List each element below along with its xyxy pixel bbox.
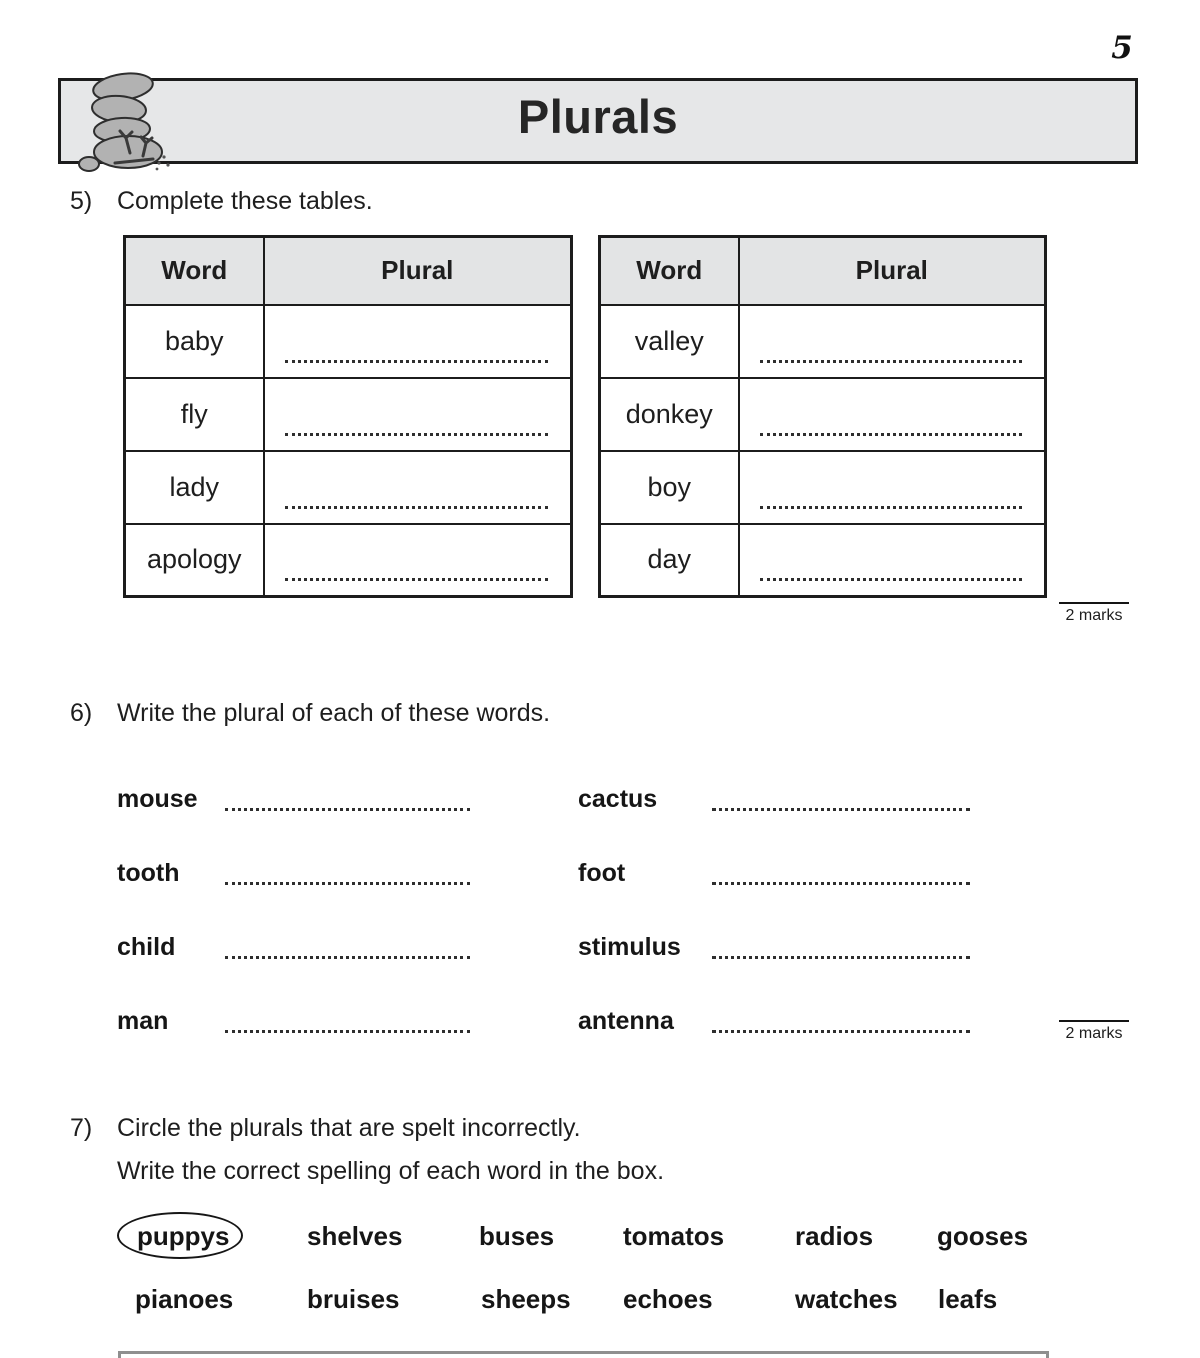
q5-number: 5): [70, 187, 93, 215]
fill-row: [578, 1006, 970, 1036]
q7-number: 7): [70, 1114, 93, 1142]
fill-row: [117, 1006, 470, 1036]
word-label: cactus: [578, 785, 658, 813]
marks-line: [1059, 1020, 1129, 1022]
plural-word: puppys: [137, 1221, 230, 1251]
plural-answer-cell: [264, 451, 572, 524]
q6-prompt: Write the plural of each of these words.: [117, 699, 551, 727]
answer-blank: [285, 578, 549, 581]
table-row: [600, 451, 1046, 524]
fill-row: [578, 784, 970, 814]
plural-column-header: Plural: [264, 237, 572, 305]
word-cell: boy: [600, 451, 739, 524]
plural-word: radios: [795, 1221, 874, 1251]
answer-blank: [712, 882, 970, 885]
word-label: antenna: [578, 1007, 674, 1035]
plural-word: bruises: [307, 1284, 400, 1314]
answer-blank: [285, 360, 549, 363]
word-cell: fly: [125, 378, 264, 451]
header-banner: [58, 78, 1138, 164]
plural-word: sheeps: [481, 1284, 571, 1314]
q7-prompt-line2: Write the correct spelling of each word in the box.: [117, 1157, 665, 1185]
word-label: child: [117, 933, 176, 961]
plural-answer-cell: [739, 451, 1046, 524]
answer-blank: [760, 506, 1023, 509]
answer-blank: [760, 360, 1023, 363]
table-row: [125, 524, 572, 597]
marks-indicator: [1058, 602, 1130, 625]
answer-blank: [760, 433, 1023, 436]
fill-row: [578, 858, 970, 888]
plural-word: leafs: [938, 1284, 998, 1314]
answer-blank: [225, 808, 470, 811]
answer-blank: [225, 956, 470, 959]
answer-blank: [285, 506, 549, 509]
page-number: 5: [1111, 30, 1133, 66]
plural-answer-cell: [739, 378, 1046, 451]
table-row: [600, 378, 1046, 451]
plural-word: watches: [795, 1284, 898, 1314]
fill-row: [117, 784, 470, 814]
q7-prompt-line1: Circle the plurals that are spelt incorrectly.: [117, 1114, 581, 1142]
plural-word: pianoes: [135, 1284, 234, 1314]
plural-word: shelves: [307, 1221, 403, 1251]
marks-indicator: [1058, 1020, 1130, 1043]
plural-table-left: [123, 235, 573, 598]
plural-column-header: Plural: [739, 237, 1046, 305]
plural-answer-cell: [264, 378, 572, 451]
fill-row: [117, 858, 470, 888]
answer-blank: [285, 433, 549, 436]
word-label: foot: [578, 859, 626, 887]
word-cell: day: [600, 524, 739, 597]
q6-number: 6): [70, 699, 93, 727]
answer-blank: [712, 956, 970, 959]
marks-line: [1059, 602, 1129, 604]
table-header-row: [125, 237, 572, 305]
page-title: Plurals: [517, 90, 679, 143]
answer-blank: [760, 578, 1023, 581]
table-row: [125, 305, 572, 378]
word-column-header: Word: [600, 237, 739, 305]
table-header-row: [600, 237, 1046, 305]
table-row: [600, 524, 1046, 597]
answer-blank: [225, 1030, 470, 1033]
plural-answer-cell: [739, 305, 1046, 378]
table-row: [125, 378, 572, 451]
word-label: stimulus: [578, 933, 681, 961]
word-label: tooth: [117, 859, 180, 887]
word-cell: baby: [125, 305, 264, 378]
plural-word: gooses: [937, 1221, 1029, 1251]
word-label: man: [117, 1007, 169, 1035]
plural-word: tomatos: [623, 1221, 725, 1251]
word-cell: apology: [125, 524, 264, 597]
plural-word: buses: [479, 1221, 555, 1251]
table-row: [125, 451, 572, 524]
word-cell: lady: [125, 451, 264, 524]
answer-blank: [712, 1030, 970, 1033]
word-cell: valley: [600, 305, 739, 378]
answer-blank: [712, 808, 970, 811]
word-column-header: Word: [125, 237, 264, 305]
fill-row: [578, 932, 970, 962]
plural-word: echoes: [623, 1284, 713, 1314]
plural-answer-cell: [264, 524, 572, 597]
word-cell: donkey: [600, 378, 739, 451]
q5-prompt: Complete these tables.: [117, 187, 373, 215]
plural-table-right: [598, 235, 1047, 598]
answer-box: [118, 1351, 1049, 1358]
plural-answer-cell: [264, 305, 572, 378]
plural-answer-cell: [739, 524, 1046, 597]
marks-label: 2 marks: [1065, 607, 1123, 624]
word-label: mouse: [117, 785, 198, 813]
table-row: [600, 305, 1046, 378]
marks-label: 2 marks: [1065, 1025, 1123, 1042]
fill-row: [117, 932, 470, 962]
answer-blank: [225, 882, 470, 885]
